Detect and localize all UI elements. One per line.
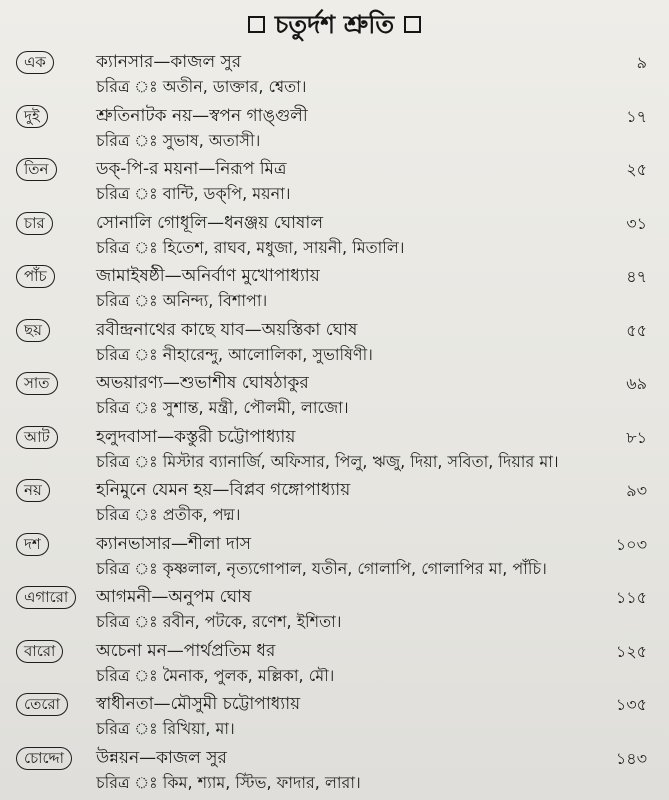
- contents-entry: [0, 690, 669, 744]
- entry-characters: চরিত্র ঃ রিখিয়া, মা।: [96, 719, 235, 738]
- entry-number-badge: পাঁচ: [16, 265, 55, 288]
- entry-characters: চরিত্র ঃ নীহারেন্দু, আলোলিকা, সুভাষিণী।: [96, 344, 373, 364]
- entry-characters: চরিত্র ঃ কৃষ্ণলাল, নৃত্যগোপাল, যতীন, গোলাপি, গোলাপির মা, পাঁচি।: [96, 558, 547, 578]
- entry-characters: চরিত্র ঃ সুভাষ, অতাসী।: [96, 130, 261, 150]
- entry-characters: চরিত্র ঃ কিম, শ্যাম, স্টিভ, ফাদার, লারা।: [96, 772, 361, 792]
- entry-title: শ্রুতিনাটক নয়—স্বপন গাঙ্গুলী: [96, 105, 308, 126]
- entry-page-number: ৯৩: [626, 481, 647, 500]
- entry-page-number: ৩১: [626, 213, 647, 233]
- contents-entry: [0, 423, 669, 477]
- entry-title: হনিমুনে যেমন হয়—বিপ্লব গঙ্গোপাধ্যায়: [96, 480, 351, 500]
- entry-page-number: ১৭: [626, 106, 647, 126]
- contents-entry: [0, 102, 669, 156]
- entry-page-number: ১১৫: [615, 588, 647, 607]
- section-header: [0, 8, 669, 42]
- contents-entry: [0, 637, 669, 691]
- entry-page-number: ৬৯: [626, 374, 647, 393]
- entry-characters: চরিত্র ঃ প্রতীক, পদ্ম।: [96, 505, 241, 524]
- entry-page-number: ১৪৩: [615, 748, 647, 768]
- entry-title: জামাইষষ্ঠী—অনির্বাণ মুখোপাধ্যায়: [96, 266, 320, 286]
- entry-title: উন্নয়ন—কাজল সুর: [96, 747, 227, 768]
- entry-page-number: ১৩৫: [615, 695, 647, 714]
- contents-entry: [0, 316, 669, 370]
- contents-entry: [0, 48, 669, 102]
- square-ornament-right: [404, 16, 421, 33]
- entry-number-badge: নয়: [16, 479, 50, 502]
- entry-number-badge: চোদ্দো: [16, 747, 72, 770]
- entry-characters: চরিত্র ঃ অনিন্দ্য, বিশাপা।: [96, 291, 268, 310]
- entry-number-badge: এগারো: [16, 586, 76, 609]
- entry-title: আগমনী—অনুপম ঘোষ: [96, 587, 252, 607]
- entry-number-badge: তিন: [16, 158, 57, 181]
- entry-characters: চরিত্র ঃ অতীন, ডাক্তার, শ্বেতা।: [96, 77, 307, 96]
- entry-title: অভয়ারণ্য—শুভাশীষ ঘোষঠাকুর: [96, 373, 309, 393]
- entry-page-number: ১০৩: [615, 534, 647, 554]
- entry-number-badge: ছয়: [16, 319, 50, 342]
- entry-number-badge: দশ: [16, 533, 49, 556]
- entry-title: রবীন্দ্রনাথের কাছে যাব—অয়স্তিকা ঘোষ: [96, 319, 358, 340]
- entry-title: ক্যানসার—কাজল সুর: [96, 52, 242, 72]
- entry-title: সোনালি গোধূলি—ধনঞ্জয় ঘোষাল: [96, 212, 324, 233]
- contents-entry: [0, 744, 669, 798]
- contents-entry: [0, 262, 669, 316]
- entry-title: হলুদবাসা—কস্তুরী চট্টোপাধ্যায়: [96, 426, 296, 447]
- contents-entry: [0, 476, 669, 530]
- entry-title: ক্যানভাসার—শীলা দাস: [96, 533, 252, 554]
- entry-page-number: ৫৫: [626, 320, 647, 340]
- contents-entry: [0, 209, 669, 263]
- square-ornament-left: [248, 16, 265, 33]
- entry-page-number: ১২৫: [615, 641, 647, 661]
- entry-characters: চরিত্র ঃ বান্টি, ডক্‌পি, ময়না।: [96, 184, 291, 203]
- contents-entry: [0, 530, 669, 584]
- entry-characters: চরিত্র ঃ হিতেশ, রাঘব, মধুজা, সায়নী, মিতালি।: [96, 237, 405, 257]
- entry-page-number: ২৫: [626, 160, 647, 179]
- entry-number-badge: চার: [16, 212, 53, 235]
- entry-page-number: ৯: [636, 53, 647, 72]
- entry-characters: চরিত্র ঃ সুশান্ত, মন্ত্রী, পৌলমী, লাজো।: [96, 398, 349, 417]
- contents-entry: [0, 369, 669, 423]
- entry-page-number: ৪৭: [626, 267, 647, 286]
- entry-page-number: ৮১: [626, 427, 647, 447]
- entry-title: ডক্-পি-র ময়না—নিরূপ মিত্র: [96, 159, 287, 179]
- contents-entry: [0, 155, 669, 209]
- entry-number-badge: আট: [16, 426, 58, 449]
- entry-number-badge: এক: [16, 51, 54, 74]
- entry-characters: চরিত্র ঃ রবীন, পটকে, রণেশ, ইশিতা।: [96, 612, 342, 631]
- entry-title: অচেনা মন—পার্থপ্রতিম ধর: [96, 640, 276, 661]
- entry-number-badge: তেরো: [16, 693, 68, 716]
- entry-title: স্বাধীনতা—মৌসুমী চট্টোপাধ্যায়: [96, 694, 301, 714]
- entry-number-badge: সাত: [16, 372, 58, 395]
- entry-number-badge: বারো: [16, 640, 63, 663]
- contents-entry: [0, 583, 669, 637]
- entry-number-badge: দুই: [16, 105, 48, 128]
- section-title: চতুর্দশ শ্রুতি: [274, 10, 395, 39]
- contents-list: [0, 48, 669, 797]
- entry-characters: চরিত্র ঃ মিস্টার ব্যানার্জি, অফিসার, পিলু, ঋজু, দিয়া, সবিতা, দিয়ার মা।: [96, 451, 559, 471]
- entry-characters: চরিত্র ঃ মৈনাক, পুলক, মল্লিকা, মৌ।: [96, 665, 335, 685]
